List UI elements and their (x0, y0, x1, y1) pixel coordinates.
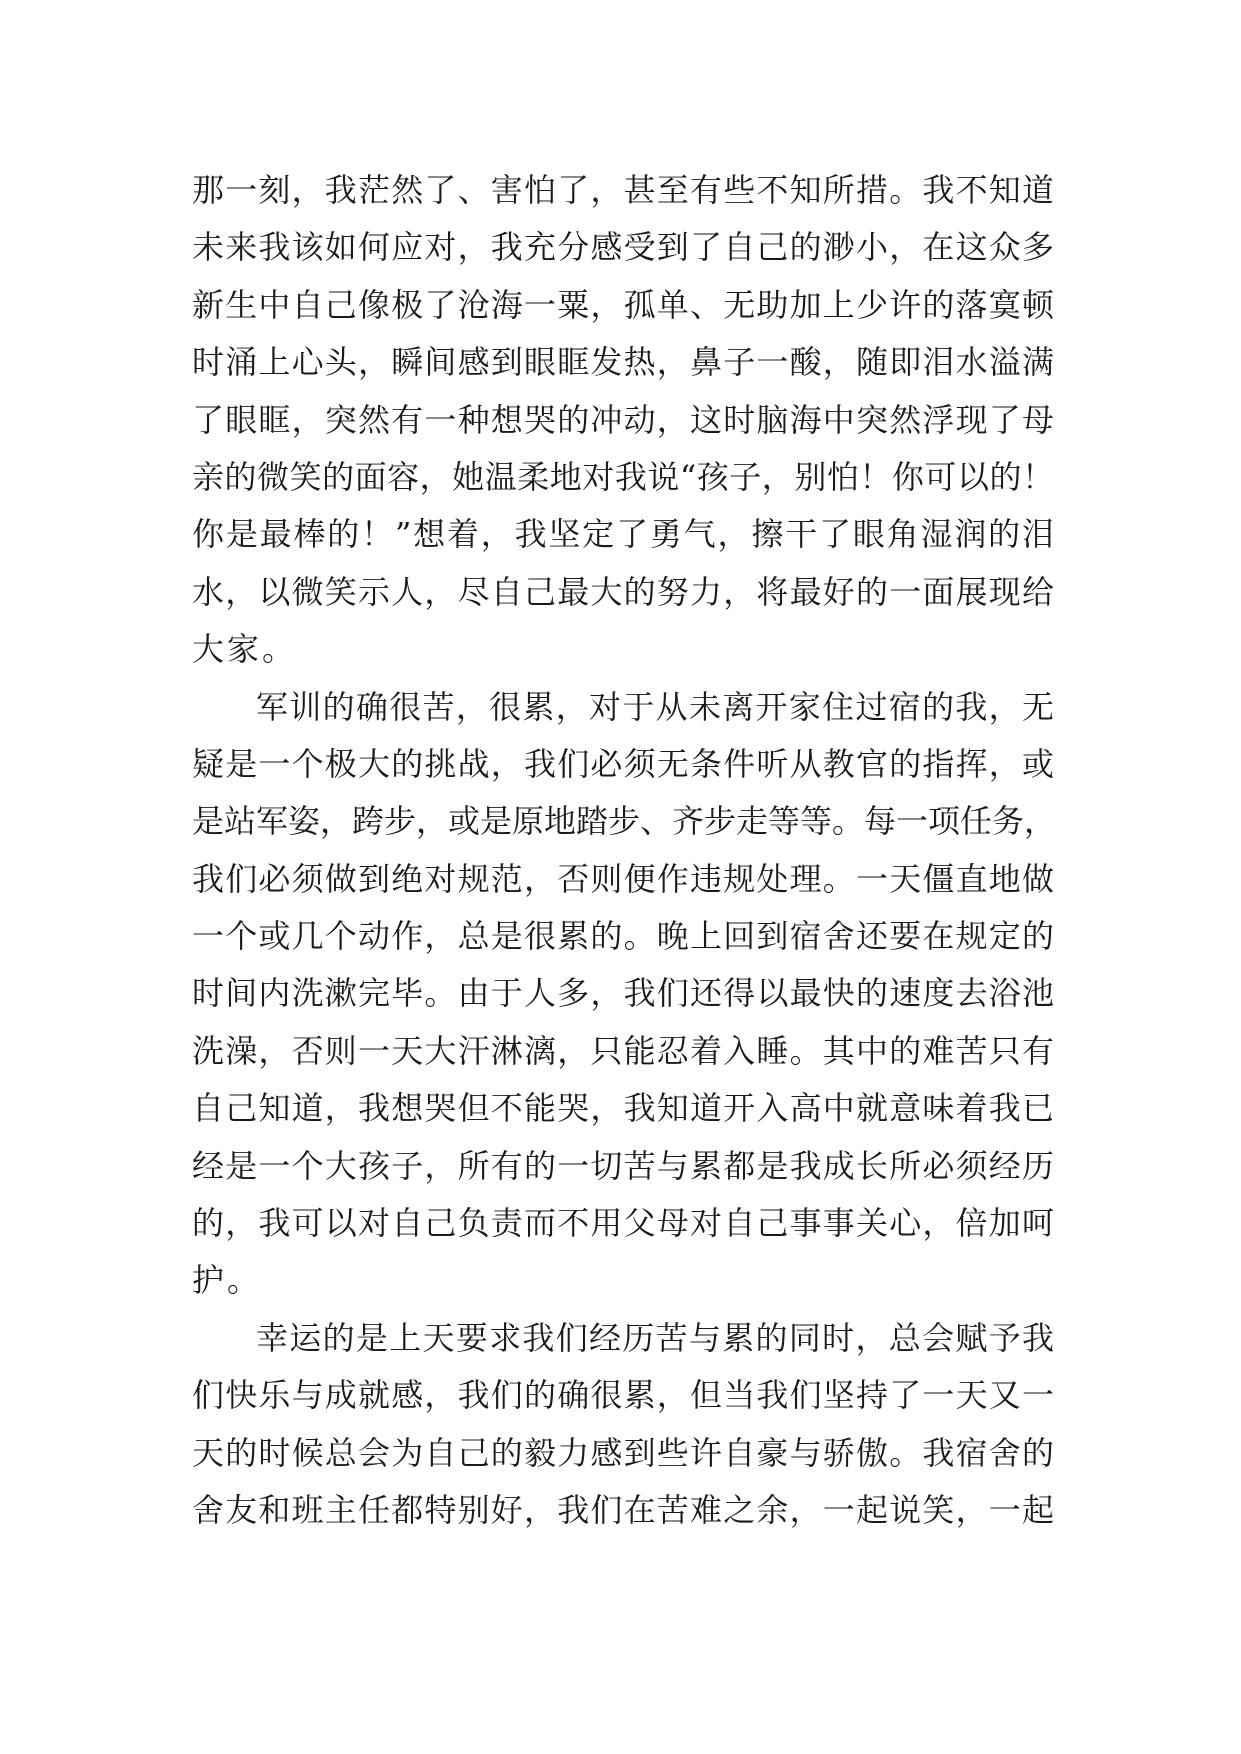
text-line: 亲的微笑的面容，她温柔地对我说“孩子，别怕！你可以的！ (192, 457, 1054, 496)
text-line: 疑是一个极大的挑战，我们必须无条件听从教官的指挥，或 (192, 744, 1054, 783)
paragraph-end-line: 护。 (192, 1261, 263, 1300)
text-line: 我们必须做到绝对规范，否则便作违规处理。一天僵直地做 (192, 859, 1054, 898)
text-line: 你是最棒的！”想着，我坚定了勇气，擦干了眼角湿润的泪 (192, 515, 1054, 554)
text-line: 舍友和班主任都特别好，我们在苦难之余，一起说笑，一起 (192, 1490, 1054, 1529)
text-line: 了眼眶，突然有一种想哭的冲动，这时脑海中突然浮现了母 (192, 400, 1054, 439)
text-line: 的，我可以对自己负责而不用父母对自己事事关心，倍加呵 (192, 1204, 1054, 1243)
text-line: 是站军姿，跨步，或是原地踏步、齐步走等等。每一项任务， (192, 802, 1057, 841)
text-line: 时间内洗漱完毕。由于人多，我们还得以最快的速度去浴池 (192, 974, 1054, 1013)
paragraph-first-line: 军训的确很苦，很累，对于从未离开家住过宿的我，无 (256, 687, 1054, 726)
text-line: 们快乐与成就感，我们的确很累，但当我们坚持了一天又一 (192, 1376, 1054, 1415)
text-line: 水，以微笑示人，尽自己最大的努力，将最好的一面展现给 (192, 572, 1054, 611)
paragraph-first-line: 幸运的是上天要求我们经历苦与累的同时，总会赋予我 (256, 1318, 1054, 1357)
text-line: 天的时候总会为自己的毅力感到些许自豪与骄傲。我宿舍的 (192, 1433, 1054, 1472)
text-line: 时涌上心头，瞬间感到眼眶发热，鼻子一酸，随即泪水溢满 (192, 343, 1054, 382)
text-line: 那一刻，我茫然了、害怕了，甚至有些不知所措。我不知道 (192, 171, 1054, 209)
paragraph-end-line: 大家。 (192, 630, 298, 669)
text-line: 经是一个大孩子，所有的一切苦与累都是我成长所必须经历 (192, 1146, 1054, 1185)
text-line: 自己知道，我想哭但不能哭，我知道开入高中就意味着我已 (192, 1089, 1054, 1128)
text-line: 洗澡，否则一天大汗淋漓，只能忍着入睡。其中的难苦只有 (192, 1031, 1054, 1070)
text-line: 新生中自己像极了沧海一粟，孤单、无助加上少许的落寞顿 (192, 285, 1054, 324)
text-line: 一个或几个动作，总是很累的。晚上回到宿舍还要在规定的 (192, 917, 1054, 956)
text-line: 未来我该如何应对，我充分感受到了自己的渺小，在这众多 (192, 228, 1054, 267)
document-body (192, 162, 1057, 1539)
